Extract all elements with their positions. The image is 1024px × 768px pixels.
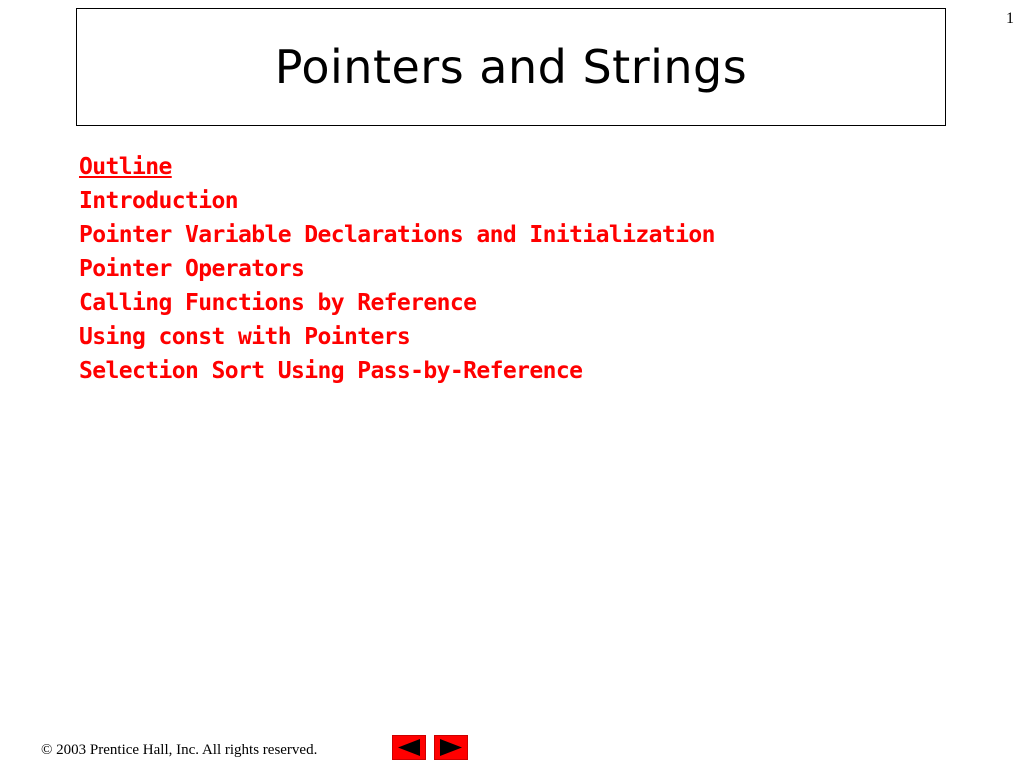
outline-item-pointer-variable-declarations: Pointer Variable Declarations and Initialization	[79, 222, 715, 248]
outline-item-calling-functions: Calling Functions by Reference	[79, 290, 477, 316]
page-number: 1	[1006, 10, 1014, 27]
outline-heading: Outline	[79, 154, 172, 180]
copyright-footer	[41, 742, 317, 759]
next-slide-button[interactable]	[434, 735, 468, 760]
title-box	[76, 8, 946, 126]
triangle-right-icon	[438, 738, 464, 757]
outline-item-pointer-operators: Pointer Operators	[79, 256, 305, 282]
outline-list	[79, 150, 715, 388]
outline-item-introduction: Introduction	[79, 188, 238, 214]
copyright-text: 2003 Prentice Hall, Inc. All rights reserved.	[56, 742, 318, 758]
previous-slide-button[interactable]	[392, 735, 426, 760]
copyright-symbol: ©	[41, 742, 53, 758]
slide-navigation	[392, 735, 468, 760]
slide-title: Pointers and Strings	[274, 40, 748, 94]
triangle-left-icon	[396, 738, 422, 757]
outline-item-selection-sort: Selection Sort Using Pass-by-Reference	[79, 358, 583, 384]
outline-item-using-const: Using const with Pointers	[79, 324, 411, 350]
